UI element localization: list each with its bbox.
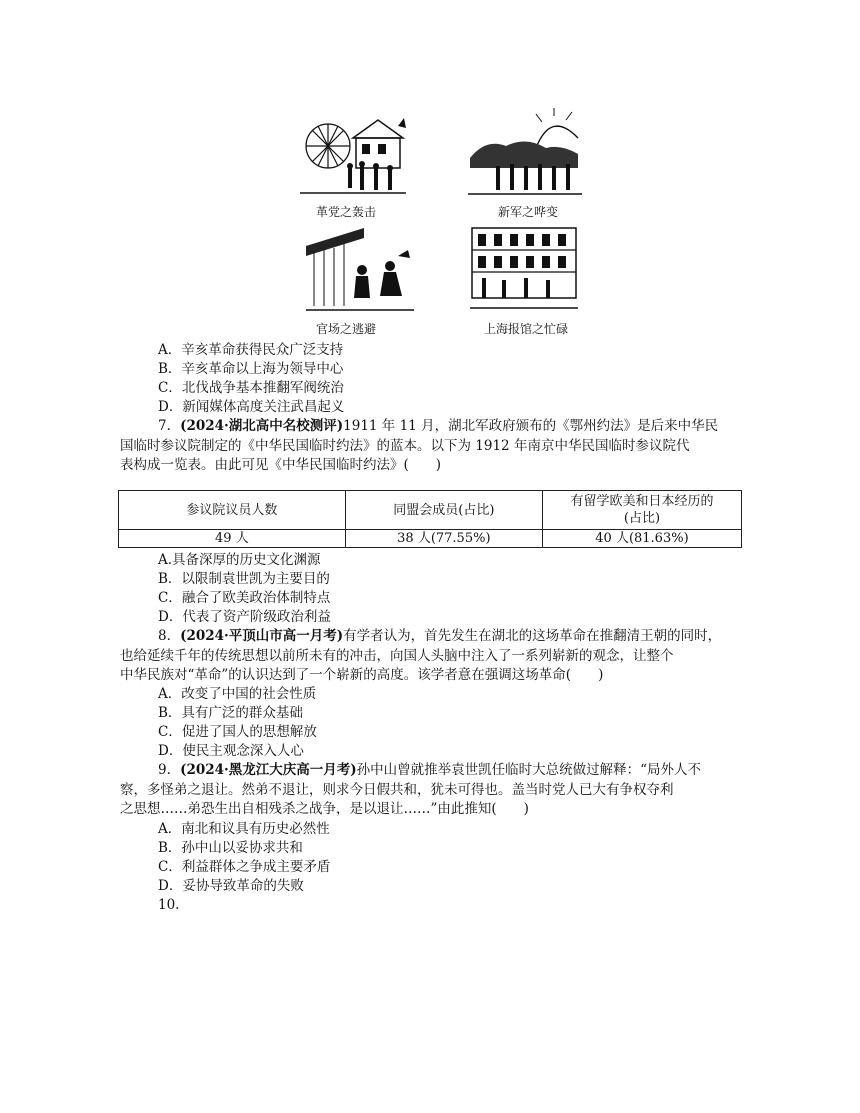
table-row bbox=[119, 530, 742, 548]
q7-number: 7． bbox=[158, 418, 181, 434]
q8-stem: 8．(2024·平顶山市高一月考)有学者认为，首先发生在湖北的这场革命在推翻清王朝的同时， 也给延续千年的传统思想以前所未有的冲击，向国人头脑中注入了一系列崭新的观念，让整个 中华民族对“革命”的认识达到了一个崭新的高度。该学者意在强调这场革命( ) bbox=[120, 628, 722, 683]
figure-caption-3: 官场之逃避 bbox=[315, 322, 376, 336]
q7-option-d: D．代表了资产阶级政治利益 bbox=[158, 609, 331, 625]
figure-caption-1: 革党之轰击 bbox=[315, 205, 376, 219]
table-cell: 38 人(77.55%) bbox=[345, 530, 542, 548]
q8-option-a: A．改变了中国的社会性质 bbox=[158, 686, 317, 702]
q9-option-a: A．南北和议具有历史必然性 bbox=[158, 821, 330, 837]
q9-stem: 9．(2024·黑龙江大庆高一月考)孙中山曾就推举袁世凯任临时大总统做过解释：“局外人不 察，多怪弟之退让。然弟不退让，则求今日假共和，犹未可得也。盖当时党人已大有争权夺利 之思想……弟恐生出自相残杀之战争，是以退让……”由此推知( ) bbox=[120, 762, 702, 817]
soldiers-march-illustration bbox=[466, 108, 584, 198]
officials-flee-illustration bbox=[304, 226, 416, 314]
senate-composition-table bbox=[118, 490, 742, 548]
figure-caption-4: 上海报馆之忙碌 bbox=[483, 322, 568, 336]
q8-option-d: D．使民主观念深入人心 bbox=[158, 743, 304, 759]
q8-source: (2024·平顶山市高一月考) bbox=[180, 628, 344, 644]
figure-officials-flee bbox=[304, 226, 416, 314]
table-header: 参议院议员人数 bbox=[119, 491, 346, 530]
q9-number: 9． bbox=[158, 762, 181, 778]
q9-option-c: C．利益群体之争成主要矛盾 bbox=[158, 859, 331, 875]
q7-source: (2024·湖北高中名校测评) bbox=[180, 418, 344, 434]
table-cell: 49 人 bbox=[119, 530, 346, 548]
q10-number: 10. bbox=[158, 897, 180, 913]
q7-option-c: C．融合了欧美政治体制特点 bbox=[158, 590, 331, 606]
q6-option-a: A．辛亥革命获得民众广泛支持 bbox=[158, 342, 344, 358]
table-header-row bbox=[119, 491, 742, 530]
table-header: 同盟会成员(占比) bbox=[345, 491, 542, 530]
q8-option-c: C．促进了国人的思想解放 bbox=[158, 724, 317, 740]
q7-stem: 7．(2024·湖北高中名校测评)1911 年 11 月，湖北军政府颁布的《鄂州约法》是后来中华民 国临时参议院制定的《中华民国临时约法》的蓝本。以下为 1912 年南京中华民国临时参议院代 表构成一览表。由此可见《中华民国临时约法》( ) bbox=[120, 418, 719, 473]
q6-option-d: D．新闻媒体高度关注武昌起义 bbox=[158, 399, 345, 415]
q7-option-b: B．以限制袁世凯为主要目的 bbox=[158, 571, 330, 587]
table-header: 有留学欧美和日本经历的 (占比) bbox=[542, 491, 741, 530]
cannon-explosion-illustration bbox=[298, 108, 410, 198]
q6-option-b: B．辛亥革命以上海为领导中心 bbox=[158, 361, 344, 377]
q6-option-c: C．北伐战争基本推翻军阀统治 bbox=[158, 380, 344, 396]
q9-source: (2024·黑龙江大庆高一月考) bbox=[180, 762, 357, 778]
figure-army-mutiny bbox=[466, 108, 584, 198]
q9-option-d: D．妥协导致革命的失败 bbox=[158, 878, 304, 894]
figure-revolutionary-bombardment bbox=[298, 108, 410, 198]
table-cell: 40 人(81.63%) bbox=[542, 530, 741, 548]
shanghai-newspaper-building-illustration bbox=[468, 222, 580, 314]
q8-option-b: B．具有广泛的群众基础 bbox=[158, 705, 303, 721]
figure-shanghai-newspaper bbox=[468, 222, 580, 314]
figure-caption-2: 新军之哗变 bbox=[497, 205, 558, 219]
q8-number: 8． bbox=[158, 628, 181, 644]
q7-option-a: A.具备深厚的历史文化渊源 bbox=[158, 552, 321, 568]
q9-option-b: B．孙中山以妥协求共和 bbox=[158, 840, 303, 856]
